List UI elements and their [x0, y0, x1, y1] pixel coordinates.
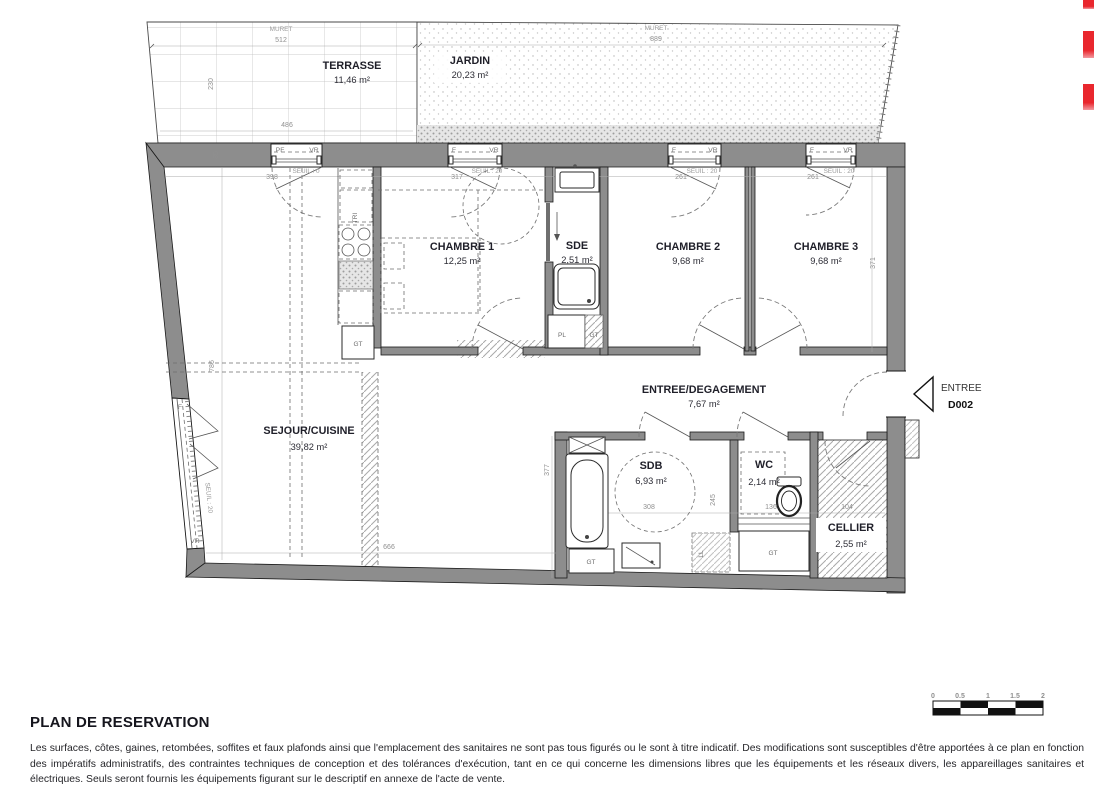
room-label-chambre2: CHAMBRE 2	[655, 241, 721, 253]
garden-label: JARDIN	[449, 55, 491, 67]
svg-text:9,68 m²: 9,68 m²	[672, 256, 704, 266]
dim-bay-sejour: 398	[266, 174, 278, 181]
red-page-marker-3	[1083, 84, 1094, 110]
svg-text:VR: VR	[190, 538, 200, 545]
soffit-hatching	[362, 340, 545, 572]
svg-text:SEUIL : 20: SEUIL : 20	[823, 168, 855, 175]
muret-label-garden: MURET	[644, 25, 668, 32]
svg-text:2,51 m²: 2,51 m²	[561, 255, 593, 265]
kitchen-fixtures	[338, 168, 374, 359]
dim-terrace-width: 486	[281, 122, 293, 129]
kitchen-gt-duct	[342, 326, 374, 359]
svg-text:2,55 m²: 2,55 m²	[835, 539, 867, 549]
svg-text:LL: LL	[698, 550, 705, 558]
dim-terrace-depth: 230	[208, 78, 215, 90]
svg-text:F: F	[671, 147, 677, 154]
svg-text:TRI: TRI	[352, 212, 359, 224]
turning-circle-ch1	[463, 168, 539, 244]
dim-cellier-width: 104	[841, 504, 853, 511]
dim-left-offset: 786	[209, 360, 216, 372]
svg-text:12,25 m²: 12,25 m²	[443, 256, 481, 266]
window-terrace-door	[271, 144, 322, 167]
svg-text:F: F	[809, 147, 815, 154]
washing-machine-slot	[692, 533, 730, 572]
muret-label-terrace: MURET	[269, 26, 293, 33]
svg-text:SEUIL : 20: SEUIL : 20	[471, 168, 503, 175]
terrace-label: TERRASSE	[322, 60, 382, 72]
kitchen-stove	[339, 225, 373, 259]
dim-wall-thickness: 35	[213, 151, 220, 159]
svg-text:F: F	[177, 404, 183, 411]
dim-bay-ch3: 261	[807, 174, 819, 181]
dim-bay-ch2: 261	[675, 174, 687, 181]
entrance-label: ENTREE	[941, 383, 982, 394]
entrance-door-d002	[843, 371, 906, 417]
window-chambre2	[668, 144, 721, 167]
svg-text:GT: GT	[768, 550, 778, 557]
outdoor-areas	[147, 22, 898, 143]
sdb-gt-duct	[569, 549, 614, 573]
wall-step-block	[905, 420, 919, 458]
svg-text:GT: GT	[586, 559, 596, 566]
exterior-walls	[146, 143, 919, 593]
svg-text:7,67 m²: 7,67 m²	[688, 399, 720, 409]
dim-terrace-muret: 512	[275, 37, 287, 44]
dim-ch3-depth: 371	[870, 257, 877, 269]
window-chambre1	[448, 144, 502, 167]
sde-gt-duct	[585, 315, 603, 348]
svg-text:1.5: 1.5	[1010, 693, 1020, 700]
svg-text:0: 0	[931, 693, 935, 700]
dim-sdb-width: 308	[643, 504, 655, 511]
window-chambre3	[806, 144, 856, 167]
entrance-code: D002	[948, 399, 974, 411]
dim-sdb-left: 377	[544, 464, 551, 476]
scale-bar	[931, 693, 1045, 715]
room-label-sejour: SEJOUR/CUISINE	[263, 425, 355, 437]
page-title: PLAN DE RESERVATION	[30, 714, 210, 731]
room-label-chambre3: CHAMBRE 3	[793, 241, 859, 253]
interior-walls	[373, 167, 887, 578]
washer-slot	[569, 437, 605, 453]
svg-text:PL: PL	[558, 332, 566, 339]
shower-fixture	[554, 264, 599, 309]
dim-bay-ch1: 317	[451, 174, 463, 181]
legal-disclaimer: Les surfaces, côtes, gaines, retombées, soffites et faux plafonds ainsi que l'emplacement des sanitaires ne sont pas tous figurés ou le sont à titre indicatif. Des modifications sont susceptibles d'être apportées à ce plan en fonction des impératifs administratifs, des contraintes techniques de conception et des tolérances d'exécution, tant en ce qui concerne les dimensions libres que les équipements et les réseaux divers, les appareillages sanitaires et électriques. Seuls seront fournis les équipements figurant sur le descriptif en annexe de l'acte de vente.	[30, 743, 1084, 786]
svg-text:VR: VR	[489, 147, 499, 154]
svg-text:0.5: 0.5	[955, 693, 965, 700]
room-label-wc: WC	[755, 459, 773, 471]
room-label-sdb: SDB	[639, 460, 663, 472]
svg-text:SEUIL : 20: SEUIL : 20	[686, 168, 718, 175]
bathtub-fixture	[566, 454, 608, 548]
room-label-sde: SDE	[565, 240, 589, 252]
garden-border-strip	[417, 125, 881, 143]
terrace-area-label: 11,46 m²	[334, 75, 370, 85]
vanity-fixture	[622, 543, 660, 568]
red-page-marker-2	[1083, 31, 1094, 58]
svg-text:GT: GT	[353, 341, 363, 348]
svg-text:SEUIL : 0: SEUIL : 0	[292, 168, 320, 175]
dim-wc-width: 136	[765, 504, 777, 511]
garden-area-label: 20,23 m²	[451, 70, 489, 80]
svg-text:SEUIL : 20: SEUIL : 20	[203, 482, 214, 514]
dim-entree-depth: 245	[710, 494, 717, 506]
entrance-marker	[914, 377, 982, 411]
svg-text:1: 1	[986, 693, 990, 700]
room-label-chambre1: CHAMBRE 1	[429, 241, 495, 253]
svg-text:VR: VR	[843, 147, 853, 154]
svg-text:PF: PF	[275, 147, 285, 154]
bay-window-sejour	[172, 398, 218, 549]
svg-text:GT: GT	[589, 332, 599, 339]
entrance-arrow-icon	[914, 377, 933, 411]
svg-text:2,14 m²: 2,14 m²	[748, 477, 780, 487]
wc-fixtures	[738, 452, 810, 571]
svg-text:VR: VR	[309, 147, 319, 154]
svg-text:VR: VR	[708, 147, 718, 154]
svg-text:6,93 m²: 6,93 m²	[635, 476, 667, 486]
washbasin-fixture	[555, 164, 599, 192]
svg-text:39,82 m²: 39,82 m²	[290, 442, 328, 452]
dim-sejour-width: 666	[383, 544, 395, 551]
svg-text:F: F	[451, 147, 457, 154]
room-label-entree: ENTREE/DEGAGEMENT	[641, 384, 767, 396]
sde-sliding-door	[546, 203, 560, 261]
chambre2-door-arc	[693, 298, 744, 349]
kitchen-sink	[339, 261, 373, 289]
closet-pl	[548, 315, 585, 348]
red-page-marker-1	[1083, 0, 1094, 9]
svg-text:2: 2	[1041, 693, 1045, 700]
toilet-fixture	[777, 477, 801, 516]
svg-text:9,68 m²: 9,68 m²	[810, 256, 842, 266]
room-label-cellier: CELLIER	[827, 522, 875, 534]
dim-garden-muret: 889	[650, 36, 662, 43]
wc-gt-duct	[739, 531, 809, 571]
chambre3-door-arc	[756, 298, 807, 349]
